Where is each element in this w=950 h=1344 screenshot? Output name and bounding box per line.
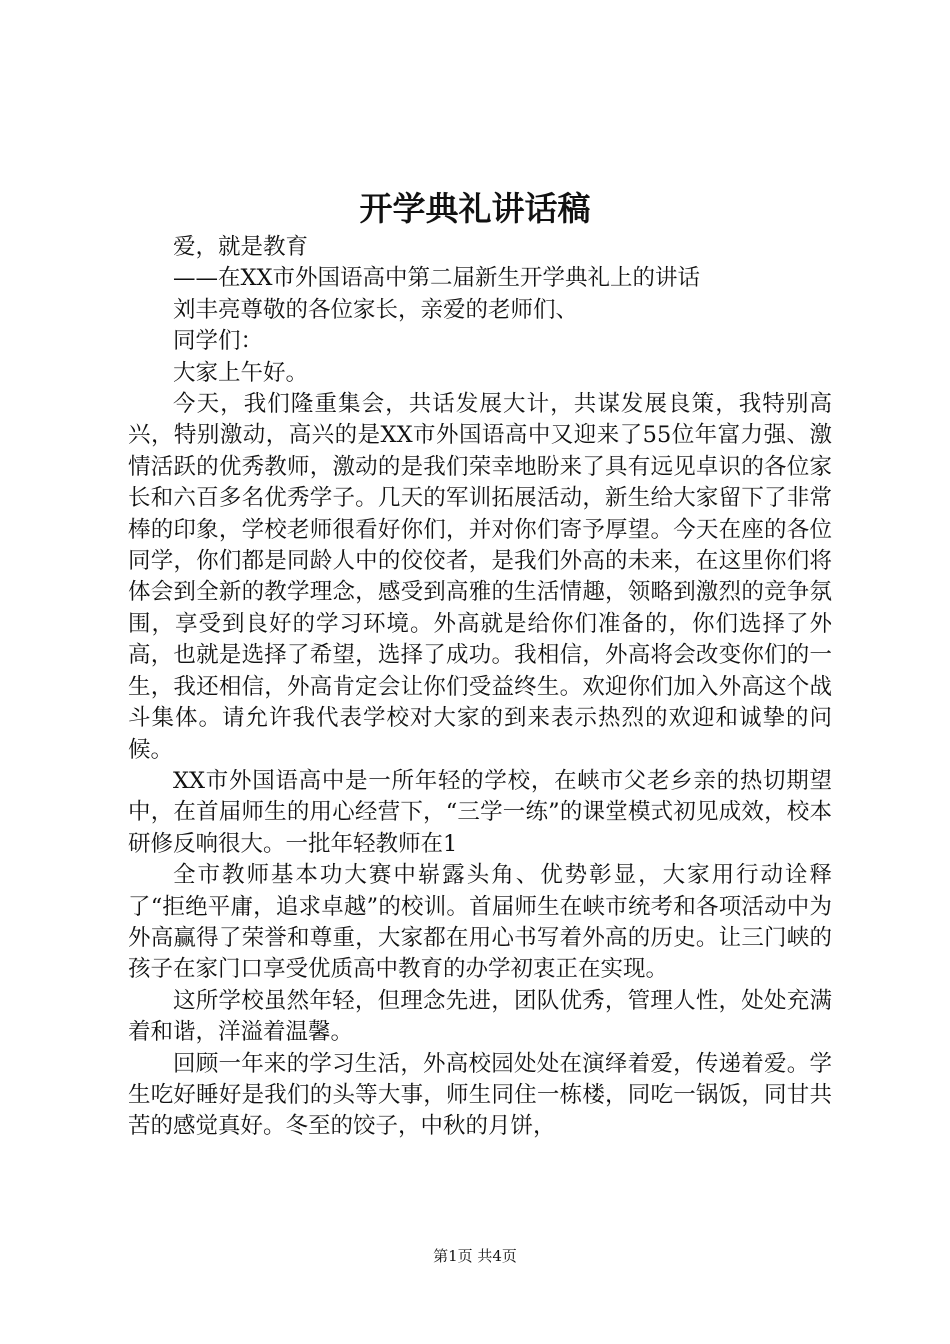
paragraph-occasion: ——在XX市外国语高中第二届新生开学典礼上的讲话 — [173, 265, 701, 292]
paragraph-good-morning: 大家上午好。 — [173, 359, 309, 386]
paragraph-body-1: 今天，我们隆重集会，共话发展大计，共谋发展良策，我特别高兴，特别激动，高兴的是XX市外国语高中又迎来了55位年富力强、激情活跃的优秀教师，激动的是我们荣幸地盼来了具有远见卓识的各位家长和六百多名优秀学子。几天的军训拓展活动，新生给大家留下了非常棒的印象，学校老师很看好你们，并对你们寄予厚望。今天在座的各位同学，你们都是同龄人中的佼佼者，是我们外高的未来，在这里你们将体会到全新的教学理念，感受到高雅的生活情趣，领略到激烈的竞争氛围，享受到良好的学习环境。外高就是给你们准备的，你们选择了外高，也就是选择了希望，选择了成功。我相信，外高将会改变你们的一生，我还相信，外高肯定会让你们受益终生。欢迎你们加入外高这个战斗集体。请允许我代表学校对大家的到来表示热烈的欢迎和诚挚的问候。 — [128, 391, 832, 763]
paragraph-greeting: 刘丰亮尊敬的各位家长，亲爱的老师们、 — [173, 296, 579, 323]
paragraph-body-5: 回顾一年来的学习生活，外高校园处处在演绎着爱，传递着爱。学生吃好睡好是我们的头等大事，师生同住一栋楼，同吃一锅饭，同甘共苦的感觉真好。冬至的饺子，中秋的月饼， — [128, 1050, 832, 1140]
document-title: 开学典礼讲话稿 — [359, 189, 591, 228]
paragraph-body-4: 这所学校虽然年轻，但理念先进，团队优秀，管理人性，处处充满着和谐，洋溢着温馨。 — [128, 987, 832, 1046]
document-body — [128, 232, 832, 1143]
page-footer: 第1页 共4页 — [433, 1247, 517, 1265]
paragraph-body-2: XX市外国语高中是一所年轻的学校，在峡市父老乡亲的热切期望中，在首届师生的用心经营下，“三学一练”的课堂模式初见成效，校本研修反响很大。一批年轻教师在1 — [128, 767, 832, 857]
paragraph-greeting-cont: 同学们： — [173, 328, 264, 355]
paragraph-body-3: 全市教师基本功大赛中崭露头角、优势彰显，大家用行动诠释了“拒绝平庸，追求卓越”的校训。首届师生在峡市统考和各项活动中为外高赢得了荣誉和尊重，大家都在用心书写着外高的历史。让三门峡的孩子在家门口享受优质高中教育的办学初衷正在实现。 — [128, 862, 832, 983]
paragraph-subtitle: 爱，就是教育 — [173, 234, 309, 260]
